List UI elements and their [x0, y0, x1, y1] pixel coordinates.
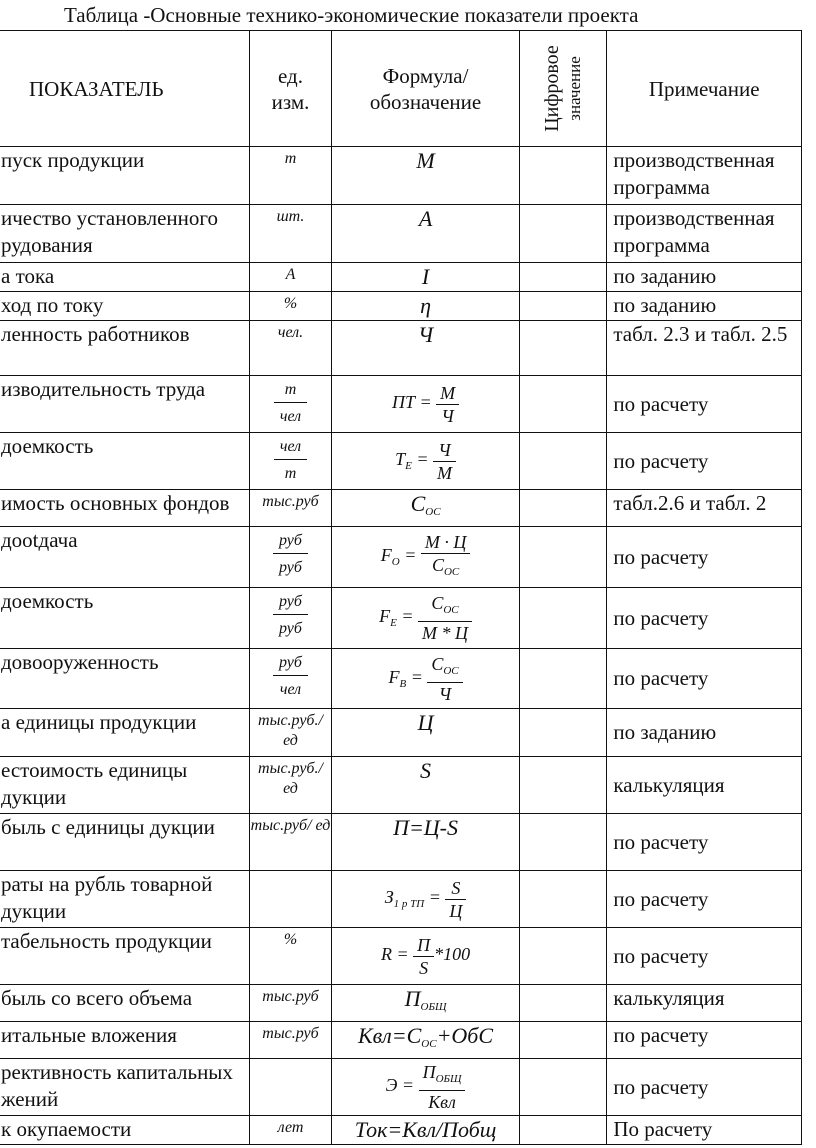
cell-unit: [249, 588, 332, 649]
table-row: [0, 490, 802, 527]
cell-note: калькуляция: [607, 757, 802, 814]
formula-fraction: [421, 531, 471, 583]
cell-indicator: [0, 147, 249, 205]
cell-formula: [332, 1116, 520, 1145]
cell-unit: [249, 709, 332, 757]
cell-unit: [249, 292, 332, 321]
formula-tail: *100: [434, 944, 471, 965]
cell-value: [519, 527, 607, 588]
cell-value: [519, 985, 607, 1022]
cell-formula: [332, 490, 520, 527]
unit-text: шт.: [276, 208, 305, 225]
cell-formula: [332, 649, 520, 709]
formula-symbol-sub: ОС: [421, 1038, 437, 1050]
cell-note: по расчету: [607, 871, 802, 928]
formula-numerator: М · Ц: [421, 531, 471, 554]
cell-value: [519, 1059, 607, 1116]
cell-unit: [249, 527, 332, 588]
cell-formula: [332, 527, 520, 588]
formula: [380, 934, 471, 978]
formula-left: ПТ =: [391, 392, 432, 413]
cell-formula: [332, 376, 520, 433]
cell-unit: [249, 433, 332, 490]
indicator-name: а тока: [1, 264, 55, 288]
cell-unit: [249, 928, 332, 985]
formula: [384, 877, 467, 921]
formula: [385, 1062, 466, 1112]
cell-unit: [249, 376, 332, 433]
formula-left: $F_O$: [380, 545, 400, 569]
unit-denominator: чел: [279, 408, 302, 425]
table-row: [0, 376, 802, 433]
cell-unit: [249, 205, 332, 263]
cell-indicator: [0, 871, 249, 928]
cell-unit: [249, 321, 332, 376]
formula-left: $T_E$: [395, 449, 412, 473]
cell-unit: [249, 985, 332, 1022]
formula-left: $F_E$: [379, 606, 397, 630]
formula-left: $F_B$: [388, 666, 407, 690]
unit-text: т: [284, 150, 297, 167]
formula-tail: +ОбС: [436, 1023, 494, 1048]
header-value-rotated: Цифровое значение: [540, 45, 584, 132]
cell-value: [519, 1022, 607, 1059]
formula-equals: =: [399, 545, 421, 566]
indicator-name: имость основных фондов: [1, 491, 230, 515]
cell-note: табл. 2.3 и табл. 2.5: [607, 321, 802, 376]
cell-indicator: [0, 1022, 249, 1059]
unit-numerator: чел: [274, 437, 307, 460]
indicator-name: к окупаемости: [1, 1117, 132, 1141]
table-row: [0, 928, 802, 985]
formula-left-sub: E: [405, 460, 412, 473]
cell-note: по расчету: [607, 649, 802, 709]
formula-symbol: I: [421, 264, 430, 289]
table-row: [0, 205, 802, 263]
cell-value: [519, 814, 607, 871]
formula-denominator: М * Ц: [421, 623, 468, 643]
cell-unit: [249, 263, 332, 292]
cell-indicator: [0, 1116, 249, 1145]
table-row: [0, 263, 802, 292]
formula-numerator: $C_{ОС}$: [418, 592, 472, 622]
table-row: [0, 1116, 802, 1145]
cell-unit: [249, 1022, 332, 1059]
cell-indicator: [0, 433, 249, 490]
cell-indicator: [0, 814, 249, 871]
formula-symbol: S: [420, 758, 432, 783]
unit-numerator: руб: [273, 531, 308, 554]
cell-value: [519, 490, 607, 527]
cell-unit: [249, 814, 332, 871]
cell-indicator: [0, 1059, 249, 1116]
indicator-name: быль с единицы дукции: [1, 815, 215, 839]
table-row: [0, 871, 802, 928]
table-row: [0, 292, 802, 321]
cell-formula: [332, 985, 520, 1022]
formula-symbol: $П_{ОБЩ}$: [404, 986, 447, 1013]
cell-note: по расчету: [607, 1022, 802, 1059]
table-row: [0, 433, 802, 490]
cell-indicator: [0, 527, 249, 588]
cell-formula: [332, 292, 520, 321]
formula-denominator: S: [419, 957, 429, 978]
formula: [388, 653, 462, 704]
formula-fraction: [419, 1061, 466, 1113]
cell-formula: [332, 588, 520, 649]
cell-indicator: [0, 205, 249, 263]
indicator-name: раты на рубль товарной дукции: [1, 872, 213, 923]
formula-symbol-sub: ОС: [425, 506, 441, 518]
table-title: Таблица -Основные технико-экономические показатели проекта: [64, 3, 639, 27]
unit-fraction: [273, 592, 308, 639]
cell-unit: [249, 1059, 332, 1116]
unit-text: лет: [277, 1119, 304, 1136]
cell-unit: [249, 147, 332, 205]
formula-left-sub: B: [399, 677, 407, 690]
cell-indicator: [0, 588, 249, 649]
unit-text: тыс.руб./ ед: [258, 712, 323, 749]
formula: [391, 382, 459, 426]
cell-formula: [332, 205, 520, 263]
formula-numerator: S: [445, 877, 466, 900]
table-row: [0, 757, 802, 814]
formula-denominator: М: [437, 462, 452, 483]
cell-value: [519, 928, 607, 985]
indicator-name: доемкость: [1, 589, 94, 613]
formula-fraction: [413, 934, 434, 979]
formula-denominator: $C_{ОС}$: [431, 555, 460, 578]
table-row: [0, 147, 802, 205]
cell-formula: [332, 433, 520, 490]
cell-value: [519, 1116, 607, 1145]
formula-numerator: М: [436, 382, 459, 405]
indicator-name: быль со всего объема: [1, 986, 193, 1010]
indicator-name: естоимость единицы дукции: [1, 758, 188, 809]
cell-unit: [249, 649, 332, 709]
cell-note: по заданию: [607, 263, 802, 292]
indicator-name: доемкость: [1, 434, 94, 458]
cell-note: калькуляция: [607, 985, 802, 1022]
cell-note: По расчету: [607, 1116, 802, 1145]
formula-equals: =: [406, 666, 428, 687]
cell-indicator: [0, 321, 249, 376]
cell-unit: [249, 1116, 332, 1145]
unit-text: тыс.руб: [262, 1025, 319, 1042]
cell-value: [519, 588, 607, 649]
unit-fraction: [274, 437, 307, 484]
cell-value: [519, 871, 607, 928]
formula-denominator: Ч: [438, 683, 452, 704]
indicator-name: а единицы продукции: [1, 710, 197, 734]
formula-symbol: Ток=Квл/Побщ: [354, 1117, 497, 1142]
formula-fraction: [433, 439, 456, 484]
formula-left: $З_{1 р ТП}$: [384, 887, 425, 911]
table-row: [0, 985, 802, 1022]
formula-equals: =: [424, 887, 446, 908]
formula: [395, 439, 456, 483]
formula-equals: =: [396, 606, 418, 627]
cell-formula: [332, 928, 520, 985]
cell-formula: [332, 1059, 520, 1116]
table-row: [0, 709, 802, 757]
cell-indicator: [0, 757, 249, 814]
cell-note: по расчету: [607, 814, 802, 871]
table-row: [0, 527, 802, 588]
cell-indicator: [0, 263, 249, 292]
cell-value: [519, 205, 607, 263]
formula-denominator-sub: ОС: [443, 566, 460, 578]
formula-numerator-sub: ОС: [443, 604, 459, 616]
cell-formula: [332, 321, 520, 376]
formula-fraction: [436, 382, 459, 427]
formula-symbol: $Квл=C_{ОС}+ОбС$: [358, 1023, 494, 1050]
indicator-name: ленность работников: [1, 322, 190, 346]
unit-denominator: чел: [279, 681, 302, 698]
formula: [379, 593, 472, 643]
formula-left-sub: E: [390, 617, 397, 630]
cell-note: табл.2.6 и табл. 2: [607, 490, 802, 527]
cell-note: производственная программа: [607, 205, 802, 263]
cell-note: по заданию: [607, 709, 802, 757]
cell-value: [519, 757, 607, 814]
table-row: [0, 588, 802, 649]
indicators-table: [0, 30, 802, 1145]
unit-text: %: [283, 295, 298, 312]
formula-fraction: [418, 592, 472, 644]
unit-text: тыс.руб./ ед: [258, 760, 323, 797]
unit-denominator: т: [284, 465, 297, 482]
header-formula: Формула/ обозначение: [332, 31, 520, 147]
unit-fraction: [273, 531, 308, 578]
cell-indicator: [0, 490, 249, 527]
header-unit: ед. изм.: [249, 31, 332, 147]
unit-fraction: [274, 380, 307, 427]
table-row: [0, 814, 802, 871]
formula-symbol: П=Ц-S: [393, 815, 459, 840]
cell-indicator: [0, 292, 249, 321]
indicator-name: пуск продукции: [1, 148, 145, 172]
cell-unit: [249, 490, 332, 527]
header-indicator: ПОКАЗАТЕЛЬ: [0, 31, 249, 147]
cell-note: по расчету: [607, 527, 802, 588]
formula-numerator: П: [413, 934, 434, 957]
formula-left: R =: [380, 944, 409, 965]
cell-formula: [332, 1022, 520, 1059]
cell-value: [519, 649, 607, 709]
formula-left: Э =: [385, 1075, 415, 1096]
indicator-name: довооруженность: [1, 650, 159, 674]
table-row: [0, 321, 802, 376]
formula-fraction: [445, 877, 466, 922]
formula-numerator-sub: ОС: [443, 664, 459, 677]
unit-text: тыс.руб: [262, 493, 319, 510]
cell-formula: [332, 709, 520, 757]
cell-note: по расчету: [607, 433, 802, 490]
formula-equals: =: [411, 449, 433, 470]
cell-value: [519, 147, 607, 205]
indicator-name: ичество установленного рудования: [1, 206, 218, 257]
cell-indicator: [0, 709, 249, 757]
unit-numerator: руб: [273, 653, 308, 676]
formula-fraction: [427, 653, 462, 705]
table-row: [0, 649, 802, 709]
formula-symbol: А: [418, 206, 433, 231]
formula-numerator-sub: ОБЩ: [435, 1073, 462, 1085]
cell-indicator: [0, 928, 249, 985]
formula-numerator: $C_{ОС}$: [427, 653, 462, 683]
indicator-name: табельность продукции: [1, 929, 212, 953]
formula-left-sub: O: [391, 556, 400, 569]
indicator-name: изводительность труда: [1, 377, 206, 401]
cell-indicator: [0, 985, 249, 1022]
formula-denominator: Ч: [441, 405, 454, 426]
unit-denominator: руб: [279, 620, 302, 637]
unit-denominator: руб: [279, 559, 302, 576]
table-row: [0, 1059, 802, 1116]
cell-note: по заданию: [607, 292, 802, 321]
formula-denominator: Ц: [449, 900, 463, 921]
unit-text: А: [285, 266, 296, 283]
cell-indicator: [0, 376, 249, 433]
unit-text: чел.: [277, 324, 304, 341]
cell-indicator: [0, 649, 249, 709]
cell-note: по расчету: [607, 376, 802, 433]
indicator-name: ход по току: [1, 293, 104, 317]
indicator-name: дootдача: [1, 528, 78, 552]
cell-unit: [249, 871, 332, 928]
unit-text: %: [283, 931, 298, 948]
formula-symbol: Ц: [417, 710, 434, 735]
cell-formula: [332, 814, 520, 871]
cell-formula: [332, 263, 520, 292]
formula-numerator: $П_{ОБЩ}$: [419, 1061, 466, 1091]
table-row: [0, 1022, 802, 1059]
header-note: Примечание: [607, 31, 802, 147]
cell-unit: [249, 757, 332, 814]
cell-note: по расчету: [607, 1059, 802, 1116]
header-value: [519, 31, 607, 147]
cell-value: [519, 709, 607, 757]
formula-symbol: М: [416, 148, 435, 173]
formula-symbol: $C_{ОС}$: [410, 491, 441, 518]
header-row: [0, 31, 802, 147]
cell-value: [519, 376, 607, 433]
unit-fraction: [273, 653, 308, 700]
formula-symbol: Ч: [417, 322, 434, 347]
cell-note: производственная программа: [607, 147, 802, 205]
indicator-name: итальные вложения: [1, 1023, 177, 1047]
cell-formula: [332, 147, 520, 205]
unit-numerator: т: [274, 380, 307, 403]
formula-symbol-sub: ОБЩ: [420, 1001, 447, 1013]
unit-text: тыс.руб: [262, 988, 319, 1005]
cell-formula: [332, 757, 520, 814]
unit-numerator: руб: [273, 592, 308, 615]
cell-value: [519, 292, 607, 321]
formula-denominator: Квл: [428, 1092, 456, 1112]
cell-note: по расчету: [607, 928, 802, 985]
unit-text: тыс.руб/ ед: [250, 817, 331, 834]
cell-value: [519, 263, 607, 292]
formula-numerator: Ч: [433, 439, 456, 462]
cell-note: по расчету: [607, 588, 802, 649]
formula-left-sub: 1 р ТП: [393, 898, 425, 911]
indicator-name: рективность капитальных жений: [1, 1060, 233, 1111]
formula-symbol: η: [420, 293, 431, 318]
cell-value: [519, 321, 607, 376]
cell-value: [519, 433, 607, 490]
cell-formula: [332, 871, 520, 928]
